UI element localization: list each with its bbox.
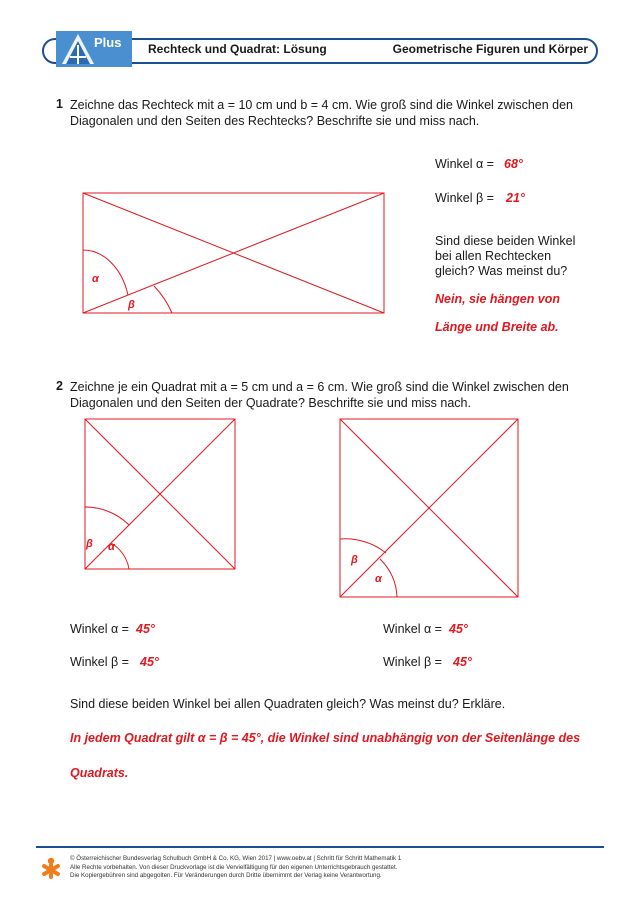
task2-answer-line2: Quadrats.	[70, 766, 129, 780]
task2-question: Sind diese beiden Winkel bei allen Quadraten gleich? Was meinst du? Erkläre.	[70, 697, 506, 711]
left-beta-value: 45°	[140, 655, 159, 669]
task2-answer-line1: In jedem Quadrat gilt α = β = 45°, die Winkel sind unabhängig von der Seitenlänge des	[70, 731, 581, 745]
task1-question-line1: Sind diese beiden Winkel	[435, 234, 576, 248]
footer-line2: Alle Rechte vorbehalten. Von dieser Druckvorlage ist die Vervielfältigung für den eigenen Unterrichtsgebrauch gestattet.	[70, 863, 398, 871]
task1-question-line2: bei allen Rechtecken	[435, 249, 552, 263]
right-alpha-label: Winkel α =	[383, 622, 442, 636]
right-beta-label: Winkel β =	[383, 655, 442, 669]
beta-arc	[85, 507, 129, 525]
beta-arc	[154, 286, 172, 313]
task1-text-line2: Diagonalen und den Seiten des Rechtecks? Beschrifte sie und miss nach.	[70, 114, 480, 128]
fig-alpha-label: α	[92, 273, 99, 285]
fig-alpha-label: α	[375, 573, 382, 585]
beta-arc	[340, 539, 386, 553]
task2-number: 2	[56, 379, 63, 393]
fig-beta-label: β	[351, 554, 358, 566]
right-beta-value: 45°	[453, 655, 472, 669]
rectangle-figure	[80, 190, 390, 318]
alpha-arc	[380, 559, 397, 597]
fig-beta-label: β	[86, 538, 93, 550]
section-title: Geometrische Figuren und Körper	[392, 42, 588, 56]
footer-line1: © Österreichischer Bundesverlag Schulbuch GmbH & Co. KG, Wien 2017 | www.oebv.at | Schritt für Schritt Mathematik 1	[70, 855, 402, 862]
right-alpha-value: 45°	[449, 622, 468, 636]
alpha-arc	[83, 250, 128, 295]
left-beta-label: Winkel β =	[70, 655, 129, 669]
task1-number: 1	[56, 97, 63, 111]
square-5cm-figure	[82, 416, 238, 572]
task1-beta-value: 21°	[506, 191, 525, 205]
task1-answer-line2: Länge und Breite ab.	[435, 320, 559, 334]
left-alpha-label: Winkel α =	[70, 622, 129, 636]
worksheet-title: Rechteck und Quadrat: Lösung	[148, 42, 327, 56]
publisher-star-icon	[38, 857, 64, 883]
task1-beta-label: Winkel β =	[435, 191, 494, 205]
left-alpha-value: 45°	[136, 622, 155, 636]
footer-copyright	[70, 855, 401, 881]
footer-divider	[36, 846, 604, 848]
task2-text-line1: Zeichne je ein Quadrat mit a = 5 cm und a = 6 cm. Wie groß sind die Winkel zwischen den	[70, 380, 569, 394]
task2-text-line2: Diagonalen und den Seiten der Quadrate? Beschrifte sie und miss nach.	[70, 396, 471, 410]
task1-alpha-label: Winkel α =	[435, 157, 494, 171]
fig-beta-label: β	[128, 299, 135, 311]
task1-question-line3: gleich? Was meinst du?	[435, 264, 568, 278]
square-6cm-figure	[337, 416, 521, 600]
footer-line3: Die Kopiergebühren sind abgegolten. Für Veränderungen durch Dritte übernimmt der Verlag keine Verantwortung.	[70, 872, 382, 880]
logo-text: Plus	[94, 35, 122, 50]
task1-alpha-value: 68°	[504, 157, 523, 171]
task1-text-line1: Zeichne das Rechteck mit a = 10 cm und b = 4 cm. Wie groß sind die Winkel zwischen den	[70, 98, 574, 112]
fig-alpha-label: α	[108, 541, 115, 553]
task1-answer-line1: Nein, sie hängen von	[435, 292, 561, 306]
